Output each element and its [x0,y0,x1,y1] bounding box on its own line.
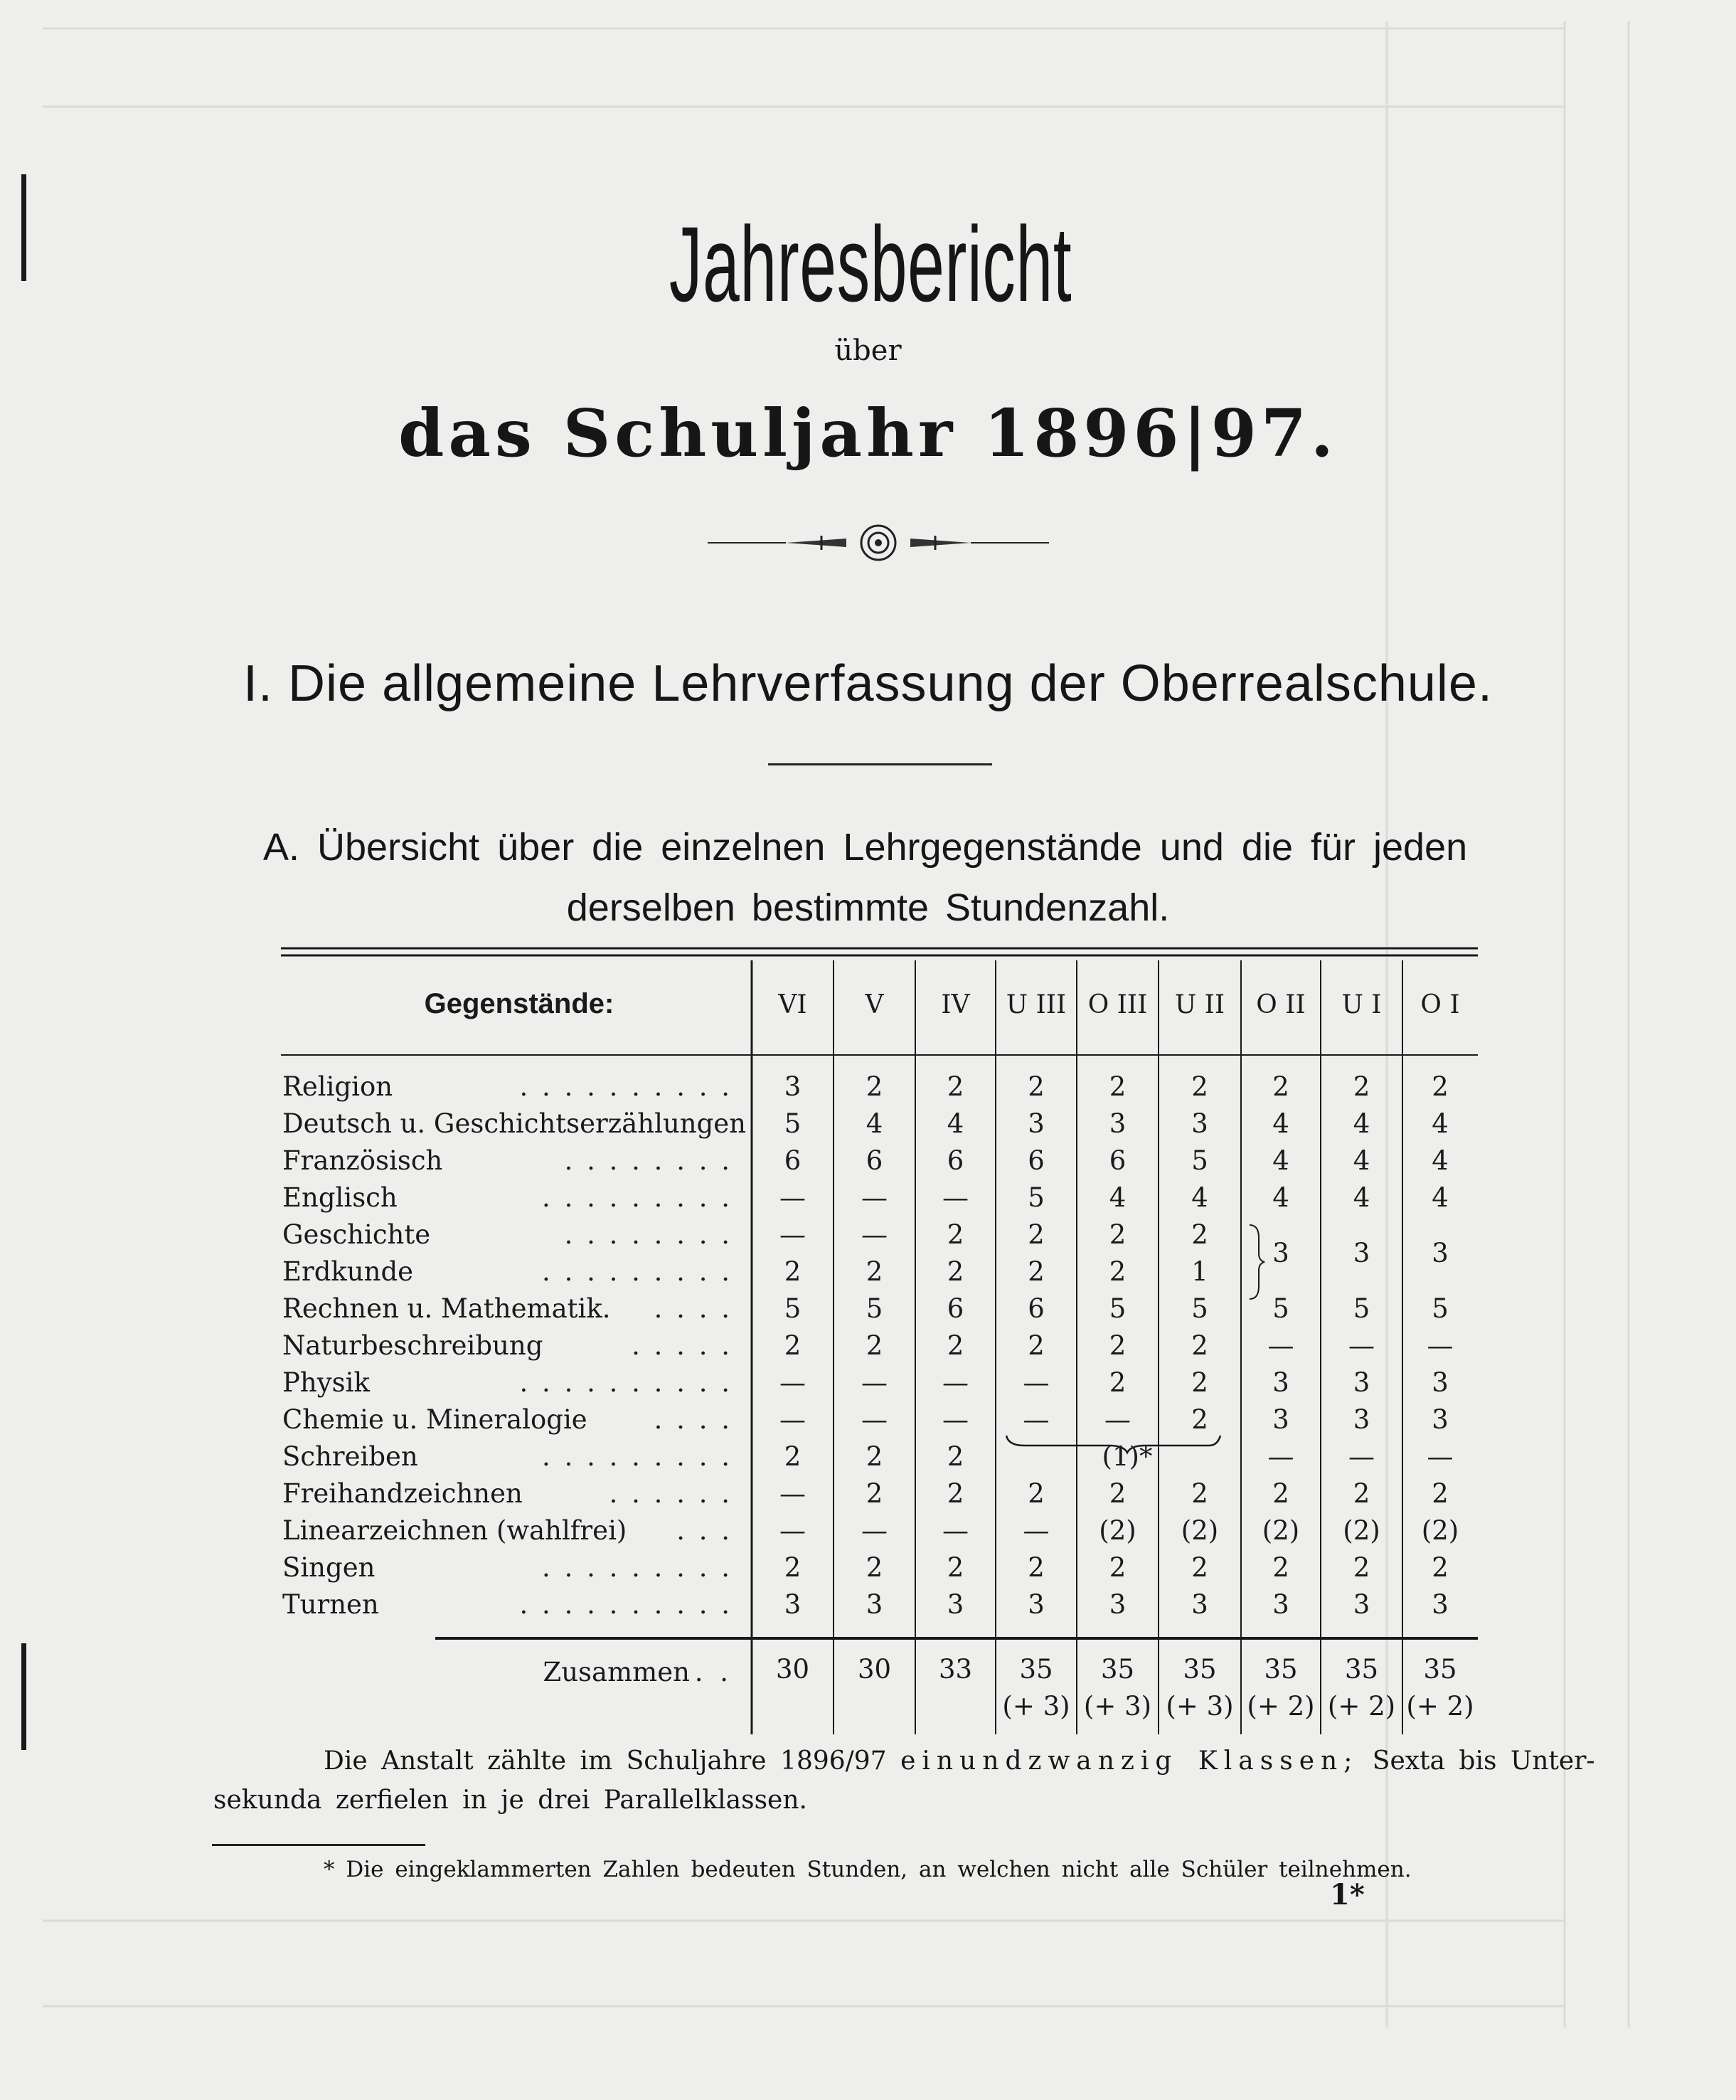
leader-dots: . . . . . . . . . . [519,1367,733,1398]
hours-cell: 2 [1191,1404,1208,1435]
hours-cell: 3 [947,1589,964,1620]
hours-cell: 3 [1353,1367,1370,1398]
hours-cell: 2 [947,1219,964,1250]
hours-cell: 3 [1272,1367,1289,1398]
hours-cell: 4 [1353,1145,1370,1176]
hours-cell: 2 [947,1330,964,1361]
total-cell: 30 [857,1654,892,1685]
subject-name: Französisch [282,1145,443,1176]
hours-cell: 4 [866,1108,883,1139]
class-column-header: IV [941,990,970,1019]
subject-name: Naturbeschreibung [282,1330,543,1361]
hours-cell: — [942,1515,969,1546]
hours-cell: — [861,1367,888,1398]
hours-cell: 6 [1028,1293,1045,1324]
hours-cell: — [1023,1404,1050,1435]
hours-cell: 5 [1353,1293,1370,1324]
hours-cell: 4 [1272,1108,1289,1139]
hours-cell: 2 [1028,1552,1045,1583]
hours-cell: 6 [866,1145,883,1176]
total-cell: 35 [1100,1654,1135,1685]
hours-cell: 2 [866,1478,883,1509]
optional-total-cell: (+ 2) [1406,1691,1474,1722]
hours-cell: — [779,1182,806,1213]
hours-cell: 2 [1272,1478,1289,1509]
hours-cell: 2 [947,1441,964,1472]
schreiben-merged-cell: (1)* [1102,1441,1153,1472]
optional-total-cell: (+ 3) [1166,1691,1234,1722]
hours-cell: (2) [1099,1515,1136,1546]
hours-cell: 3 [784,1589,802,1620]
hours-cell: — [1348,1441,1375,1472]
hours-cell: 3 [1432,1404,1449,1435]
hours-cell: 2 [1353,1552,1370,1583]
hours-cell: 4 [947,1108,964,1139]
hours-cell: — [861,1182,888,1213]
total-cell: 35 [1264,1654,1298,1685]
class-column-header: O II [1256,990,1306,1019]
class-column-header: U I [1341,990,1382,1019]
hours-cell: 2 [1028,1330,1045,1361]
hours-cell: 6 [947,1293,964,1324]
total-cell: 35 [1423,1654,1457,1685]
hours-cell: 2 [866,1552,883,1583]
hours-cell: 4 [1432,1145,1449,1176]
hours-cell: — [1023,1367,1050,1398]
school-year-heading: das Schuljahr 1896|97. [398,395,1338,472]
hours-cell: 2 [784,1552,802,1583]
paragraph-line1 [324,1746,1595,1776]
hours-cell: (2) [1181,1515,1219,1546]
hours-cell: 5 [1109,1293,1127,1324]
hours-cell: — [779,1478,806,1509]
subject-column-header: Gegenstände: [424,988,614,1019]
hours-cell: — [861,1219,888,1250]
hours-cell: 6 [947,1145,964,1176]
optional-total-cell: (+ 2) [1327,1691,1396,1722]
hours-cell: 5 [1191,1145,1208,1176]
page-signature-mark: 1* [1330,1878,1365,1911]
subject-name: Rechnen u. Mathematik. [282,1293,611,1324]
subject-name: Freihandzeichnen [282,1478,523,1509]
hours-cell: 2 [947,1071,964,1102]
class-column-header: U II [1174,990,1225,1019]
hours-cell: — [942,1367,969,1398]
subject-name: Erdkunde [282,1256,414,1287]
leader-dots: . . . . . . . . . . [519,1589,733,1620]
hours-cell: 3 [866,1589,883,1620]
footnote-rule [212,1844,425,1846]
hours-cell: 4 [1432,1182,1449,1213]
total-cell: 33 [938,1654,973,1685]
hours-cell: — [779,1367,806,1398]
hours-cell: 2 [784,1441,802,1472]
hours-cell: — [1348,1330,1375,1361]
hours-cell: 2 [1028,1219,1045,1250]
hours-cell: 3 [1028,1589,1045,1620]
hours-cell: — [1023,1515,1050,1546]
hours-cell: — [861,1515,888,1546]
paragraph-line2: sekunda zerfielen in je drei Parallelklassen. [213,1786,807,1815]
hours-cell: 3 [1028,1108,1045,1139]
hours-cell: 2 [784,1256,802,1287]
merged-hours-cell: 3 [1432,1238,1449,1268]
leader-dots: . . . . . . . . . [542,1182,733,1213]
hours-cell: 5 [1028,1182,1045,1213]
leader-dots: . . . . . . . . [564,1145,733,1176]
hours-cell: 3 [1191,1108,1208,1139]
total-label: Zusammen [543,1657,690,1687]
hours-cell: 4 [1432,1108,1449,1139]
total-cell: 35 [1019,1654,1053,1685]
section-heading: I. Die allgemeine Lehrverfassung der Oberrealschule. [243,655,1493,712]
leader-dots: . . . . . . . . . . [519,1071,733,1102]
hours-cell: 3 [1109,1108,1127,1139]
hours-cell: 3 [1272,1404,1289,1435]
hours-cell: — [1267,1330,1294,1361]
subject-name: Deutsch u. Geschichtserzählungen [282,1108,747,1139]
class-column-header: O I [1420,990,1460,1019]
hours-cell: (2) [1343,1515,1380,1546]
subject-name: Chemie u. Mineralogie [282,1404,587,1435]
hours-cell: 2 [1109,1478,1127,1509]
hours-cell: 2 [1191,1219,1208,1250]
optional-total-cell: (+ 3) [1083,1691,1152,1722]
hours-cell: 5 [784,1293,802,1324]
optional-total-cell: (+ 3) [1002,1691,1070,1722]
subject-name: Englisch [282,1182,398,1213]
hours-cell: 2 [1109,1071,1127,1102]
hours-cell: 4 [1353,1108,1370,1139]
hours-cell: 2 [1272,1071,1289,1102]
subsection-heading-line2: derselben bestimmte Stundenzahl. [566,886,1170,929]
hours-cell: 2 [1432,1071,1449,1102]
hours-cell: 4 [1272,1182,1289,1213]
hours-cell: 6 [1109,1145,1127,1176]
title-preposition: über [834,334,902,367]
hours-cell: 2 [1109,1330,1127,1361]
hours-cell: 5 [1272,1293,1289,1324]
hours-cell: — [779,1219,806,1250]
footnote: * Die eingeklammerten Zahlen bedeuten Stunden, an welchen nicht alle Schüler teilnehmen. [324,1857,1412,1882]
class-column-header: VI [778,990,807,1019]
subject-name: Linearzeichnen (wahlfrei) [282,1515,627,1546]
leader-dots: . . . . . . . . . [542,1552,733,1583]
leader-dots: . . . . [654,1404,733,1435]
hours-cell: 3 [784,1071,802,1102]
leader-dots: . . . . . . . . . [542,1256,733,1287]
subject-name: Religion [282,1071,393,1102]
subject-name: Singen [282,1552,376,1583]
hours-cell: — [1427,1441,1454,1472]
hours-cell: 3 [1109,1589,1127,1620]
hours-cell: 2 [947,1256,964,1287]
hours-cell: — [1267,1441,1294,1472]
hours-cell: 2 [947,1478,964,1509]
hours-cell: 2 [1191,1367,1208,1398]
hours-cell: 2 [866,1330,883,1361]
merged-hours-cell: 3 [1353,1238,1370,1268]
hours-cell: — [942,1182,969,1213]
total-cell: 35 [1183,1654,1217,1685]
hours-cell: 2 [1191,1071,1208,1102]
total-leader-dots: . . [694,1657,733,1687]
paragraph-text-part2: Sexta bis Unter- [1372,1746,1595,1776]
merge-brace-bracket [1250,1225,1264,1299]
hours-cell: 4 [1272,1145,1289,1176]
hours-cell: 2 [866,1071,883,1102]
hours-cell: 2 [1028,1071,1045,1102]
hours-cell: 2 [1191,1478,1208,1509]
hours-cell: 2 [1353,1071,1370,1102]
hours-cell: 2 [1028,1256,1045,1287]
hours-cell: 4 [1109,1182,1127,1213]
document-title: Jahresbericht [669,204,1072,324]
subsection-heading-line1: A. Übersicht über die einzelnen Lehrgegenstände und die für jeden [263,826,1468,869]
hours-cell: — [942,1404,969,1435]
hours-cell: 2 [947,1552,964,1583]
optional-total-cell: (+ 2) [1247,1691,1315,1722]
hours-cell: 2 [784,1330,802,1361]
hours-cell: 1 [1191,1256,1208,1287]
total-cell: 35 [1344,1654,1379,1685]
hours-cell: 3 [1272,1589,1289,1620]
class-column-header: V [865,990,884,1019]
hours-cell: 2 [1191,1330,1208,1361]
hours-cell: 2 [1191,1552,1208,1583]
hours-cell: 2 [866,1441,883,1472]
hours-cell: — [779,1404,806,1435]
subject-name: Turnen [282,1589,379,1620]
leader-dots: . . . . [654,1293,733,1324]
hours-cell: 5 [866,1293,883,1324]
subject-name: Physik [282,1367,370,1398]
paragraph-spaced-text: einundzwanzig Klassen; [900,1746,1359,1776]
subject-name: Schreiben [282,1441,418,1472]
hours-cell: 6 [1028,1145,1045,1176]
leader-dots: . . . . . . . . [564,1219,733,1250]
class-column-header: O III [1087,990,1148,1019]
hours-cell: 3 [1432,1367,1449,1398]
hours-cell: — [861,1404,888,1435]
hours-cell: 2 [1109,1256,1127,1287]
hours-cell: 6 [784,1145,802,1176]
leader-dots: . . . . . . . . . [542,1441,733,1472]
hours-cell: 2 [1028,1478,1045,1509]
hours-cell: 2 [1109,1552,1127,1583]
hours-cell: 5 [784,1108,802,1139]
hours-cell: 3 [1432,1589,1449,1620]
hours-cell: 2 [1109,1219,1127,1250]
hours-cell: — [779,1515,806,1546]
subject-name: Geschichte [282,1219,431,1250]
hours-cell: (2) [1262,1515,1300,1546]
hours-cell: 4 [1353,1182,1370,1213]
hours-cell: 3 [1191,1589,1208,1620]
merged-hours-cell: 3 [1272,1238,1289,1268]
hours-cell: 5 [1432,1293,1449,1324]
total-cell: 30 [775,1654,810,1685]
hours-cell: 2 [1272,1552,1289,1583]
leader-dots: . . . [676,1515,733,1546]
hours-cell: 2 [1432,1478,1449,1509]
hours-cell: 2 [866,1256,883,1287]
hours-cell: 4 [1191,1182,1208,1213]
hours-cell: 5 [1191,1293,1208,1324]
hours-cell: 2 [1353,1478,1370,1509]
hours-cell: — [1104,1404,1131,1435]
hours-cell: — [1427,1330,1454,1361]
hours-cell: 2 [1109,1367,1127,1398]
hours-cell: (2) [1421,1515,1459,1546]
paragraph-text-part1: Die Anstalt zählte im Schuljahre 1896/97 [324,1746,887,1776]
class-column-header: U III [1006,990,1067,1019]
leader-dots: . . . . . . [609,1478,733,1509]
hours-cell: 3 [1353,1404,1370,1435]
hours-cell: 2 [1432,1552,1449,1583]
leader-dots: . . . . . [632,1330,733,1361]
hours-cell: 3 [1353,1589,1370,1620]
